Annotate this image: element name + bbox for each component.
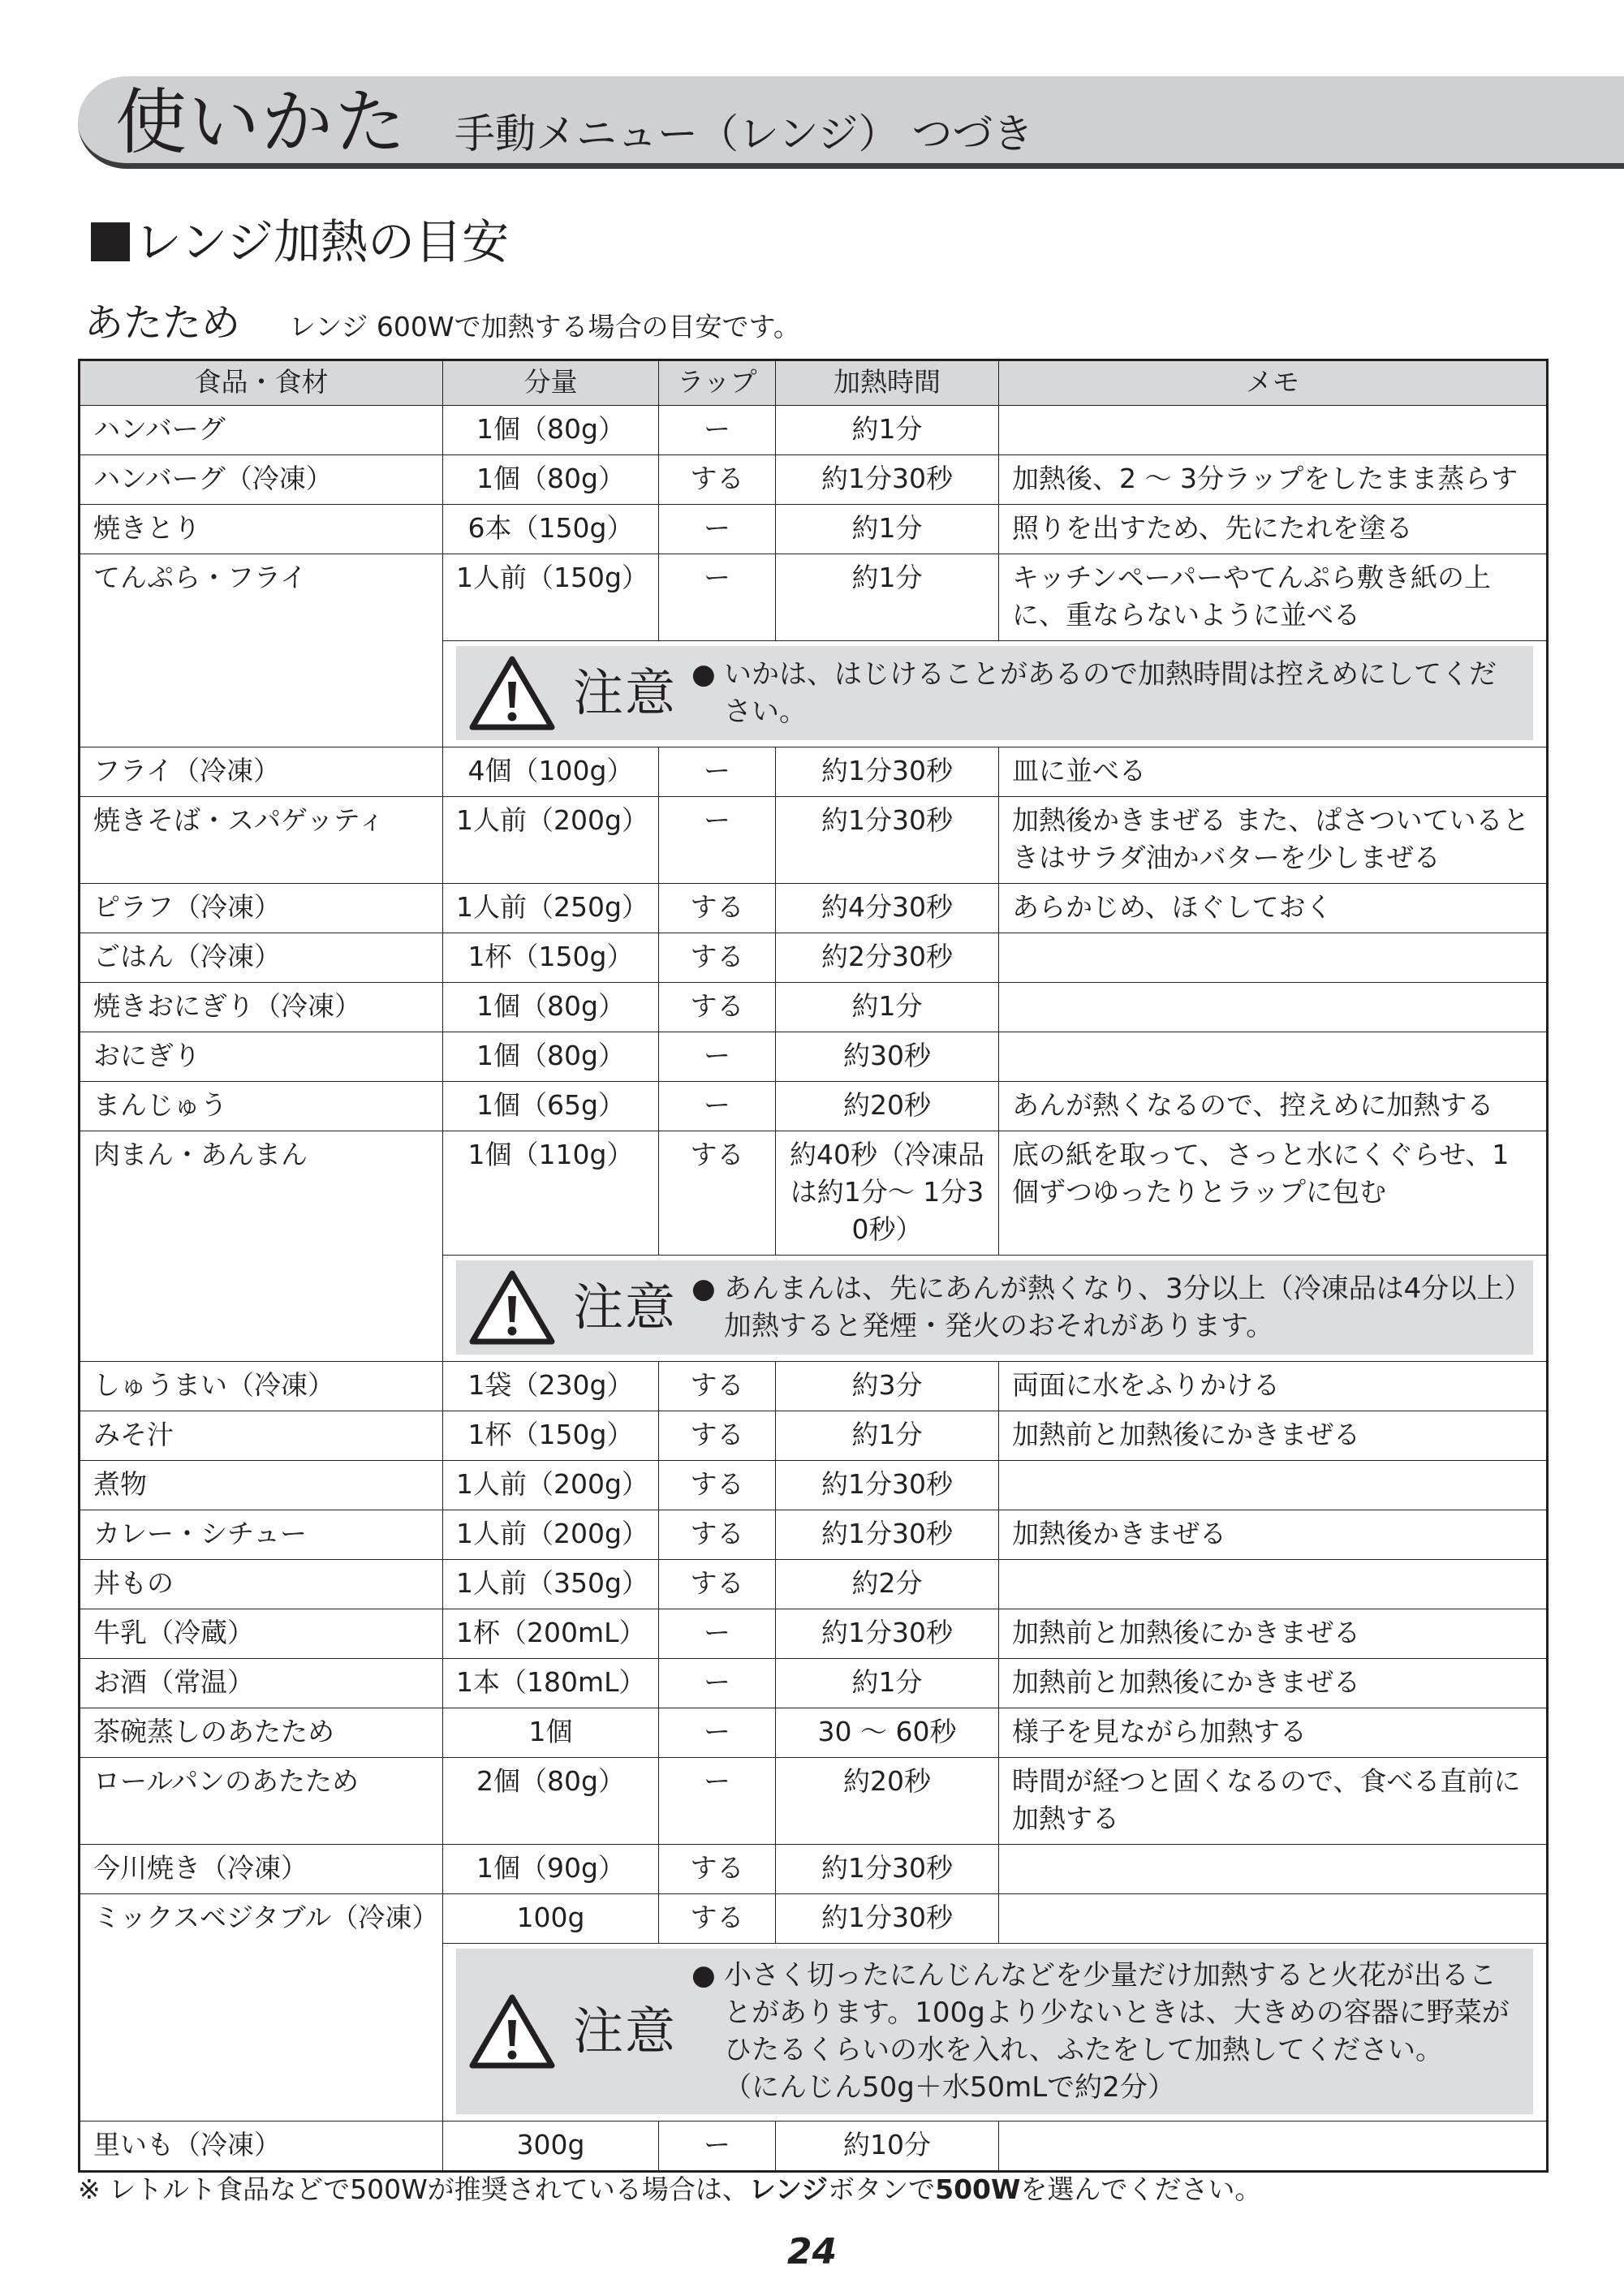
table-cell-memo: 加熱後かきまぜる また、ぱさついているときはサラダ油かバターを少しまぜる — [999, 797, 1548, 884]
table-cell-food: しゅうまい（冷凍） — [80, 1362, 443, 1411]
table-row — [80, 1411, 1548, 1461]
section-title-text: レンジ加熱の目安 — [135, 214, 510, 269]
table-cell-food: おにぎり — [80, 1032, 443, 1082]
table-cell-memo: 様子を見ながら加熱する — [999, 1708, 1548, 1758]
column-header-food: 食品・食材 — [80, 360, 443, 406]
table-cell-amount: 1人前（200g） — [443, 797, 659, 884]
table-cell-wrap: ー — [659, 1708, 776, 1758]
table-cell-wrap: ー — [659, 505, 776, 554]
column-header-time: 加熱時間 — [776, 360, 999, 406]
table-cell-food: 今川焼き（冷凍） — [80, 1845, 443, 1894]
column-header-memo: メモ — [999, 360, 1548, 406]
table-cell-wrap: する — [659, 933, 776, 983]
table-cell-memo: 加熱前と加熱後にかきまぜる — [999, 1609, 1548, 1659]
table-cell-amount: 2個（80g） — [443, 1758, 659, 1845]
table-row — [80, 1560, 1548, 1609]
table-cell-time: 約1分30秒 — [776, 747, 999, 797]
table-cell-wrap: ー — [659, 1609, 776, 1659]
subsection-description: レンジ 600Wで加熱する場合の目安です。 — [289, 311, 800, 342]
warning-triangle-icon — [467, 654, 557, 732]
table-cell-time: 約1分30秒 — [776, 1894, 999, 1944]
table-row — [80, 1032, 1548, 1082]
table-cell-amount: 1人前（200g） — [443, 1461, 659, 1510]
footnote — [78, 2169, 1261, 2210]
table-cell-memo: 底の紙を取って、さっと水にくぐらせ、1個ずつゆったりとラップに包む — [999, 1131, 1548, 1256]
page-title: 使いかた — [115, 80, 408, 164]
table-cell-food: ミックスベジタブル（冷凍） — [80, 1894, 443, 2122]
table-cell-food: ごはん（冷凍） — [80, 933, 443, 983]
table-cell-amount: 1人前（150g） — [443, 554, 659, 641]
table-row — [80, 1510, 1548, 1560]
warning-cell — [443, 641, 1548, 747]
heating-guide-table — [78, 359, 1549, 2173]
table-cell-amount: 1人前（200g） — [443, 1510, 659, 1560]
table-cell-memo: 加熱後、2 ～ 3分ラップをしたまま蒸らす — [999, 455, 1548, 505]
table-cell-food: ロールパンのあたため — [80, 1758, 443, 1845]
table-row — [80, 1758, 1548, 1845]
table-header-row — [80, 360, 1548, 406]
table-cell-memo — [999, 1894, 1548, 1944]
square-bullet-icon — [91, 222, 130, 261]
table-cell-time: 約1分30秒 — [776, 797, 999, 884]
footnote-power: 500W — [935, 2173, 1021, 2205]
table-cell-food: 里いも（冷凍） — [80, 2122, 443, 2172]
table-cell-time: 約30秒 — [776, 1032, 999, 1082]
caution-box — [456, 1949, 1533, 2114]
table-cell-time: 約3分 — [776, 1362, 999, 1411]
table-cell-wrap: する — [659, 1560, 776, 1609]
table-cell-wrap: ー — [659, 747, 776, 797]
table-cell-memo: 加熱前と加熱後にかきまぜる — [999, 1411, 1548, 1461]
table-cell-food: みそ汁 — [80, 1411, 443, 1461]
table-cell-amount: 1杯（150g） — [443, 1411, 659, 1461]
table-cell-memo: 時間が経つと固くなるので、食べる直前に加熱する — [999, 1758, 1548, 1845]
table-row — [80, 747, 1548, 797]
table-row — [80, 406, 1548, 455]
caution-box — [456, 646, 1533, 740]
table-cell-wrap: ー — [659, 1082, 776, 1131]
table-cell-food: 焼きそば・スパゲッティ — [80, 797, 443, 884]
warning-triangle-icon — [467, 1269, 557, 1346]
table-cell-wrap: する — [659, 1362, 776, 1411]
caution-text — [691, 1957, 1522, 2106]
table-cell-memo — [999, 933, 1548, 983]
table-cell-amount: 1個（80g） — [443, 1032, 659, 1082]
table-cell-time: 約1分30秒 — [776, 1461, 999, 1510]
table-cell-food: 肉まん・あんまん — [80, 1131, 443, 1362]
footnote-text-end: を選んでください。 — [1020, 2173, 1262, 2205]
table-cell-amount: 1個（65g） — [443, 1082, 659, 1131]
table-row — [80, 983, 1548, 1032]
caution-message: 小さく切ったにんじんなどを少量だけ加熱すると火花が出ることがあります。100gより少ないときは、大きめの容器に野菜がひたるくらいの水を入れ、ふたをして加熱してください。 — [724, 1959, 1510, 2066]
page-subtitle: 手動メニュー（レンジ） つづき — [454, 110, 1034, 157]
table-row — [80, 933, 1548, 983]
table-cell-amount: 1人前（250g） — [443, 884, 659, 933]
table-cell-wrap: する — [659, 1131, 776, 1256]
section-title — [91, 209, 509, 274]
table-cell-food: まんじゅう — [80, 1082, 443, 1131]
table-cell-time: 約1分 — [776, 406, 999, 455]
table-cell-memo: 加熱前と加熱後にかきまぜる — [999, 1659, 1548, 1708]
table-row — [80, 797, 1548, 884]
table-row — [80, 1362, 1548, 1411]
table-row — [80, 554, 1548, 641]
table-cell-wrap: ー — [659, 2122, 776, 2172]
caution-note: （にんじん50g＋水50mLで約2分） — [724, 2071, 1175, 2104]
table-cell-amount: 1個（90g） — [443, 1845, 659, 1894]
table-cell-memo — [999, 983, 1548, 1032]
table-cell-food: お酒（常温） — [80, 1659, 443, 1708]
column-header-amount: 分量 — [443, 360, 659, 406]
table-cell-memo — [999, 406, 1548, 455]
table-cell-amount: 100g — [443, 1894, 659, 1944]
table-cell-amount: 4個（100g） — [443, 747, 659, 797]
table-cell-food: カレー・シチュー — [80, 1510, 443, 1560]
table-cell-memo: 皿に並べる — [999, 747, 1548, 797]
table-cell-memo — [999, 1560, 1548, 1609]
table-cell-time: 約1分30秒 — [776, 1510, 999, 1560]
table-cell-memo — [999, 1461, 1548, 1510]
table-cell-wrap: する — [659, 1894, 776, 1944]
table-cell-amount: 1個（110g） — [443, 1131, 659, 1256]
table-row — [80, 884, 1548, 933]
table-row — [80, 1131, 1548, 1256]
table-cell-time: 約40秒（冷凍品は約1分～ 1分30秒） — [776, 1131, 999, 1256]
table-cell-wrap: ー — [659, 554, 776, 641]
table-cell-amount: 1個（80g） — [443, 406, 659, 455]
table-cell-wrap: する — [659, 983, 776, 1032]
table-cell-amount: 1人前（350g） — [443, 1560, 659, 1609]
table-cell-wrap: する — [659, 1411, 776, 1461]
caution-label: 注意 — [573, 2001, 678, 2061]
footnote-text-middle: ボタンで — [828, 2173, 936, 2205]
table-cell-time: 約1分 — [776, 983, 999, 1032]
subsection-title: あたため — [84, 300, 241, 346]
table-cell-amount: 1杯（150g） — [443, 933, 659, 983]
table-cell-time: 約2分 — [776, 1560, 999, 1609]
table-cell-memo — [999, 2122, 1548, 2172]
table-cell-time: 30 ～ 60秒 — [776, 1708, 999, 1758]
table-cell-food: てんぷら・フライ — [80, 554, 443, 747]
table-cell-memo: キッチンペーパーやてんぷら敷き紙の上に、重ならないように並べる — [999, 554, 1548, 641]
table-cell-wrap: する — [659, 1845, 776, 1894]
caution-label: 注意 — [573, 663, 678, 722]
table-cell-memo: 照りを出すため、先にたれを塗る — [999, 505, 1548, 554]
table-row — [80, 1461, 1548, 1510]
table-cell-wrap: ー — [659, 1032, 776, 1082]
table-cell-time: 約1分 — [776, 1411, 999, 1461]
caution-text — [691, 656, 1522, 730]
warning-cell — [443, 1944, 1548, 2122]
table-cell-food: ピラフ（冷凍） — [80, 884, 443, 933]
caution-message: いかは、はじけることがあるので加熱時間は控えめにしてください。 — [724, 658, 1497, 728]
table-cell-food: 焼きとり — [80, 505, 443, 554]
table-cell-food: 丼もの — [80, 1560, 443, 1609]
table-cell-wrap: する — [659, 1510, 776, 1560]
table-cell-memo: あんが熱くなるので、控えめに加熱する — [999, 1082, 1548, 1131]
table-cell-food: ハンバーグ（冷凍） — [80, 455, 443, 505]
table-cell-memo — [999, 1032, 1548, 1082]
warning-cell — [443, 1256, 1548, 1362]
caution-text — [691, 1270, 1522, 1345]
table-cell-memo: あらかじめ、ほぐしておく — [999, 884, 1548, 933]
table-cell-wrap: ー — [659, 1758, 776, 1845]
table-cell-amount: 300g — [443, 2122, 659, 2172]
table-cell-time: 約4分30秒 — [776, 884, 999, 933]
warning-triangle-icon — [467, 1992, 557, 2070]
caution-label: 注意 — [573, 1277, 678, 1337]
table-row — [80, 2122, 1548, 2172]
table-cell-food: 牛乳（冷蔵） — [80, 1609, 443, 1659]
table-cell-wrap: ー — [659, 1659, 776, 1708]
table-cell-time: 約20秒 — [776, 1758, 999, 1845]
table-cell-amount: 1本（180mL） — [443, 1659, 659, 1708]
caution-bullet: ● — [691, 1959, 716, 1992]
table-cell-food: 焼きおにぎり（冷凍） — [80, 983, 443, 1032]
table-cell-time: 約1分30秒 — [776, 1609, 999, 1659]
table-cell-time: 約1分30秒 — [776, 455, 999, 505]
caution-message: あんまんは、先にあんが熱くなり、3分以上（冷凍品は4分以上）加熱すると発煙・発火のおそれがあります。 — [724, 1273, 1518, 1342]
table-cell-wrap: する — [659, 884, 776, 933]
table-row — [80, 1708, 1548, 1758]
table-cell-time: 約1分 — [776, 554, 999, 641]
table-cell-amount: 1杯（200mL） — [443, 1609, 659, 1659]
table-cell-memo: 両面に水をふりかける — [999, 1362, 1548, 1411]
table-row — [80, 455, 1548, 505]
table-cell-time: 約20秒 — [776, 1082, 999, 1131]
table-cell-food: ハンバーグ — [80, 406, 443, 455]
table-cell-wrap: ー — [659, 406, 776, 455]
table-cell-time: 約2分30秒 — [776, 933, 999, 983]
table-cell-time: 約10分 — [776, 2122, 999, 2172]
caution-box — [456, 1260, 1533, 1355]
footnote-text: ※ レトルト食品などで500Wが推奨されている場合は、 — [78, 2173, 749, 2205]
table-cell-amount: 6本（150g） — [443, 505, 659, 554]
table-cell-amount: 1個 — [443, 1708, 659, 1758]
table-cell-wrap: する — [659, 455, 776, 505]
table-row — [80, 1845, 1548, 1894]
table-cell-time: 約1分 — [776, 1659, 999, 1708]
table-row — [80, 1894, 1548, 1944]
table-cell-memo — [999, 1845, 1548, 1894]
table-cell-food: 茶碗蒸しのあたため — [80, 1708, 443, 1758]
table-row — [80, 1609, 1548, 1659]
table-cell-time: 約1分30秒 — [776, 1845, 999, 1894]
table-cell-amount: 1個（80g） — [443, 455, 659, 505]
table-cell-food: フライ（冷凍） — [80, 747, 443, 797]
table-cell-memo: 加熱後かきまぜる — [999, 1510, 1548, 1560]
page-number: 24 — [786, 2231, 838, 2272]
caution-bullet: ● — [691, 1273, 716, 1305]
table-row — [80, 1082, 1548, 1131]
table-cell-time: 約1分 — [776, 505, 999, 554]
table-row — [80, 505, 1548, 554]
column-header-wrap: ラップ — [659, 360, 776, 406]
table-cell-amount: 1個（80g） — [443, 983, 659, 1032]
table-row — [80, 1659, 1548, 1708]
footnote-button-name: レンジ — [748, 2173, 829, 2205]
table-cell-wrap: ー — [659, 797, 776, 884]
table-cell-amount: 1袋（230g） — [443, 1362, 659, 1411]
table-cell-food: 煮物 — [80, 1461, 443, 1510]
caution-bullet: ● — [691, 658, 716, 691]
table-cell-wrap: する — [659, 1461, 776, 1510]
